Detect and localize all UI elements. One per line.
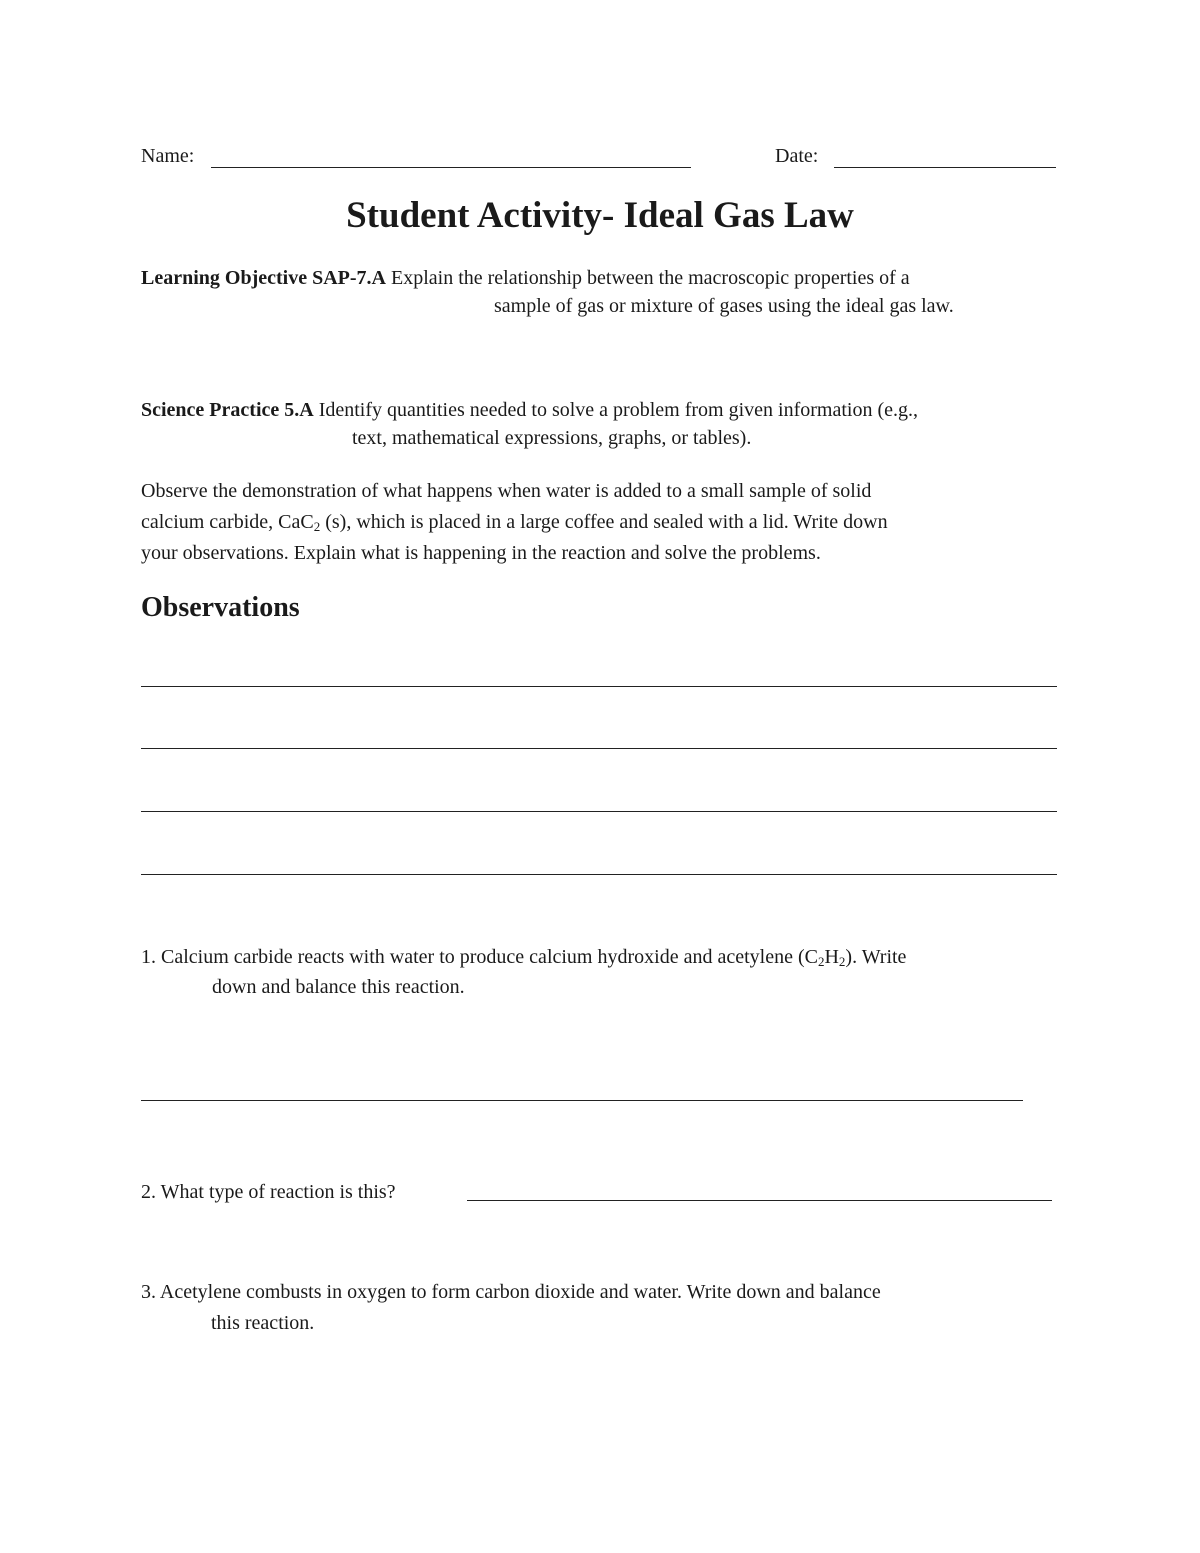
question-1-subscript-1: 2 bbox=[817, 954, 825, 969]
question-1-line-2: down and balance this reaction. bbox=[212, 976, 465, 998]
observation-line-1[interactable] bbox=[141, 686, 1057, 687]
question-1-answer-line[interactable] bbox=[141, 1100, 1023, 1101]
learning-objective-label: Learning Objective SAP-7.A bbox=[141, 267, 386, 289]
science-practice-text-2: text, mathematical expressions, graphs, or tables). bbox=[352, 427, 752, 449]
date-field[interactable] bbox=[834, 167, 1056, 168]
question-3-line-1: 3. Acetylene combusts in oxygen to form carbon dioxide and water. Write down and balance bbox=[141, 1281, 881, 1303]
question-1-mid: H bbox=[824, 946, 839, 968]
name-field[interactable] bbox=[211, 167, 691, 168]
science-practice-text-1: Identify quantities needed to solve a problem from given information (e.g., bbox=[313, 399, 918, 421]
learning-objective-text-1: Explain the relationship between the macroscopic properties of a bbox=[385, 267, 910, 289]
science-practice bbox=[141, 395, 918, 425]
intro-line-2 bbox=[141, 507, 888, 537]
intro-line-1: Observe the demonstration of what happens when water is added to a small sample of solid bbox=[141, 480, 872, 502]
science-practice-label: Science Practice 5.A bbox=[141, 399, 314, 421]
learning-objective-text-2: sample of gas or mixture of gases using the ideal gas law. bbox=[494, 295, 954, 317]
question-1-subscript-2: 2 bbox=[838, 954, 846, 969]
question-1-line-1 bbox=[141, 942, 906, 972]
date-label: Date: bbox=[775, 145, 819, 167]
question-1-post: ). Write bbox=[845, 946, 907, 968]
intro-subscript: 2 bbox=[313, 519, 321, 534]
observation-line-2[interactable] bbox=[141, 748, 1057, 749]
question-3-line-2: this reaction. bbox=[211, 1312, 315, 1334]
learning-objective bbox=[141, 263, 910, 293]
page-title: Student Activity- Ideal Gas Law bbox=[346, 195, 854, 236]
name-label: Name: bbox=[141, 145, 195, 167]
observations-heading: Observations bbox=[141, 592, 300, 623]
question-2-text: 2. What type of reaction is this? bbox=[141, 1181, 396, 1203]
observation-line-4[interactable] bbox=[141, 874, 1057, 875]
question-1-pre: 1. Calcium carbide reacts with water to produce calcium hydroxide and acetylene (C bbox=[141, 946, 818, 968]
observation-line-3[interactable] bbox=[141, 811, 1057, 812]
intro-line-3: your observations. Explain what is happening in the reaction and solve the problems. bbox=[141, 542, 821, 564]
question-2-answer-line[interactable] bbox=[467, 1200, 1052, 1201]
intro-line-2-post: (s), which is placed in a large coffee and sealed with a lid. Write down bbox=[320, 511, 888, 533]
intro-line-2-pre: calcium carbide, CaC bbox=[141, 511, 314, 533]
